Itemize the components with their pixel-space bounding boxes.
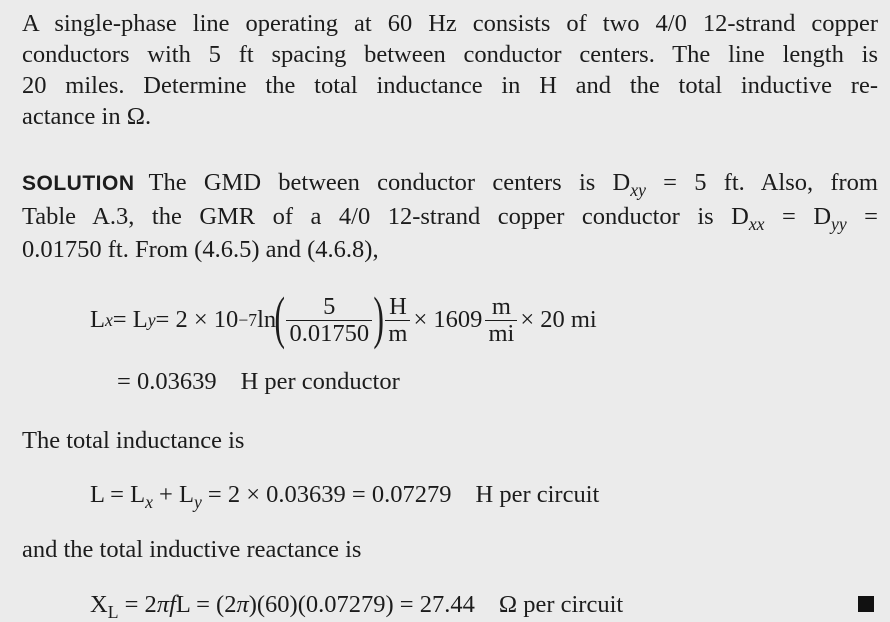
total-inductance-equation: $L = L_x + L_y = 2 \times 0.03639 = 0.07279$ H per circuit <box>90 481 600 513</box>
problem-statement <box>22 8 878 132</box>
left-paren: ( <box>274 285 286 350</box>
inductance-per-conductor-equation: L x = L y = 2 × 10 −7 ln ( $\frac{5}{0.01750}$ ) $\frac{H}{m}$ × 1609 $\frac{m}{mi}$ × 20 mi <box>90 285 597 350</box>
solution-line: SOLUTION The GMD between conductor centers is $D_{xy} = 5$ ft. Also, from <box>22 169 878 201</box>
inductance-result: = 0.03639 H per conductor <box>117 368 400 395</box>
right-paren: ) <box>373 285 385 350</box>
problem-line: conductors with 5 ft spacing between conductor centers. The line length is <box>22 41 878 68</box>
unit-fraction-m-per-mi: $\frac{m}{mi}$ <box>485 294 517 347</box>
reactance-equation: $X_L = 2\pi fL = (2\pi)(60)(0.07279) = 27.44$ Ω per circuit <box>90 591 624 622</box>
solution-line: 0.01750 ft. From (4.6.5) and (4.6.8), <box>22 236 379 263</box>
end-of-solution-square-icon <box>858 596 874 612</box>
reactance-text: and the total inductive reactance is <box>22 536 362 563</box>
unit-fraction-h-per-m: $\frac{H}{m}$ <box>385 294 410 347</box>
solution-line: Table A.3, the GMR of a 4/0 12-strand copper conductor is $D_{xx} = D_{yy}$ = <box>22 203 878 235</box>
problem-line: actance in Ω. <box>22 103 152 130</box>
solution-heading: SOLUTION <box>22 172 135 195</box>
problem-line: 20 miles. Determine the total inductance in H and the total inductive re- <box>22 72 878 99</box>
solution-paragraph <box>22 166 878 266</box>
total-inductance-text: The total inductance is <box>22 427 245 454</box>
gmd-gmr-fraction: $\frac{5}{0.01750}$ <box>286 294 372 347</box>
problem-line: A single-phase line operating at 60 Hz consists of two 4/0 12-strand copper <box>22 10 878 37</box>
